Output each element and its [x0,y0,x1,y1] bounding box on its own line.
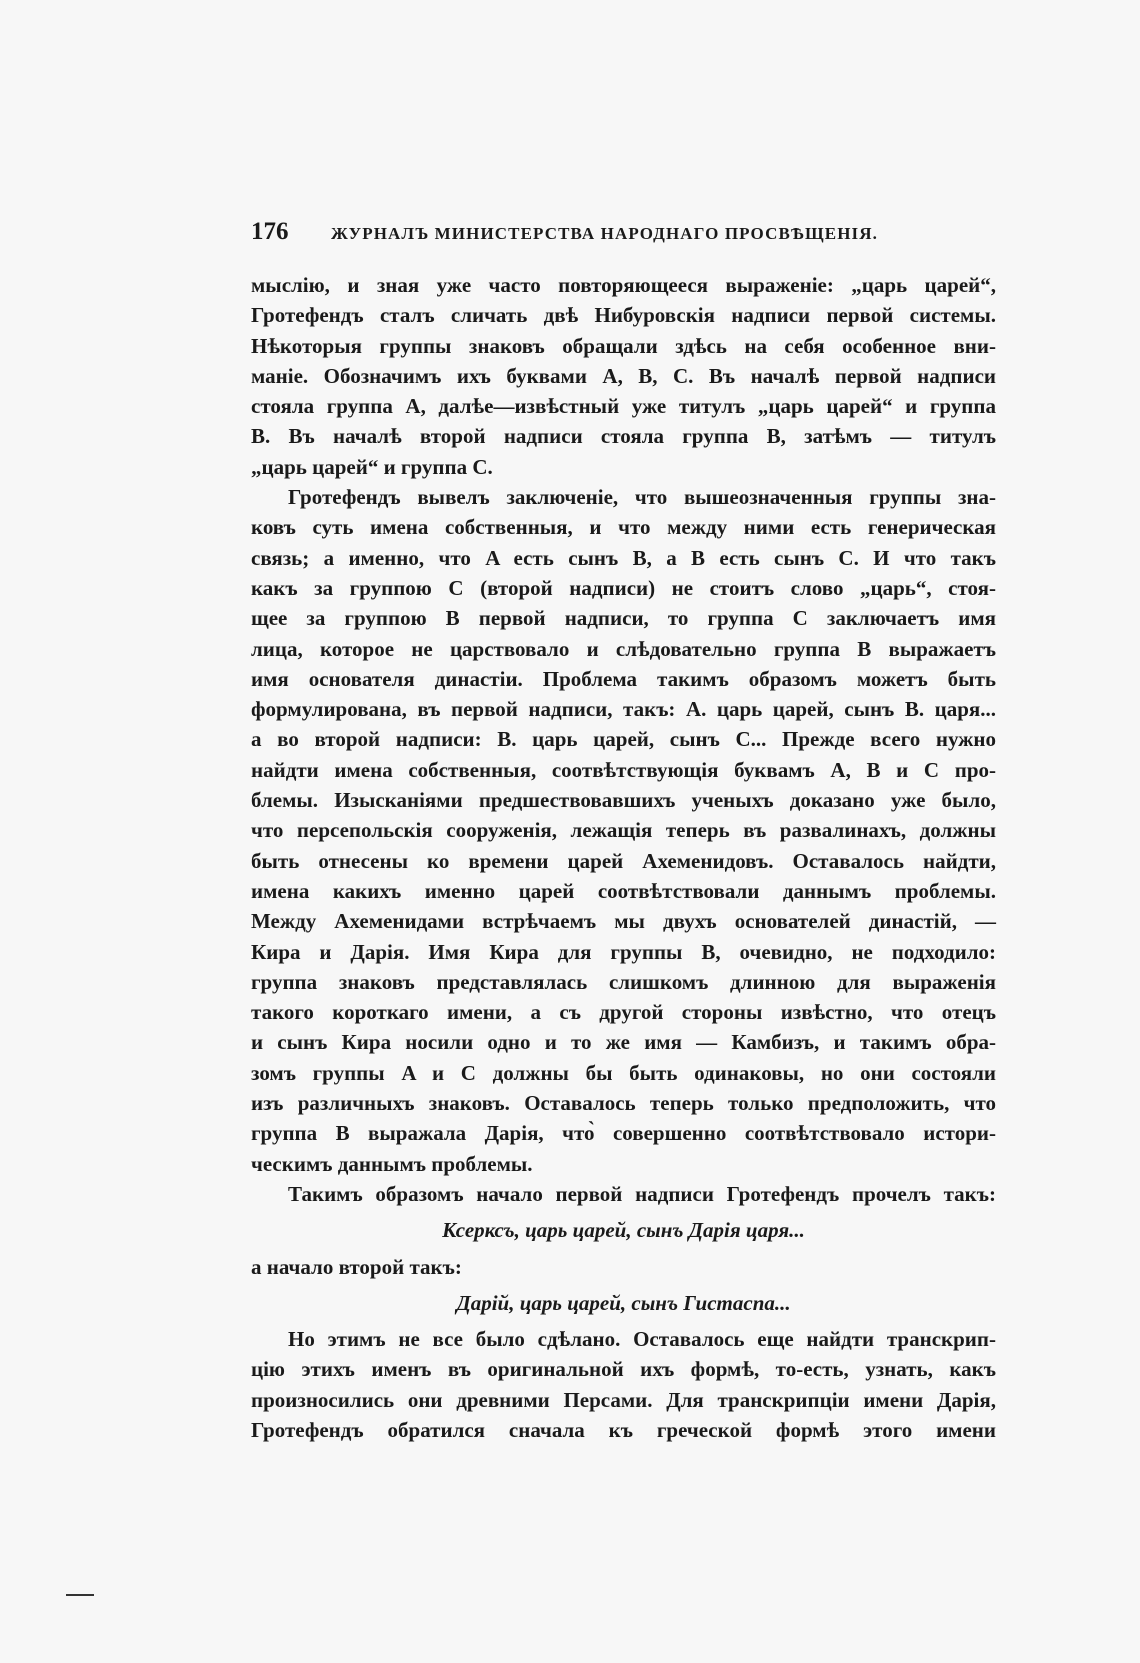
text-line: ческимъ даннымъ проблемы. [251,1151,533,1176]
text-line: Гротефендъ вывелъ заключеніе, что вышеозначенныя группы зна- [288,485,996,510]
text-line: что персепольскія сооруженія, лежащія теперь въ развалинахъ, должны [251,818,996,843]
text-line: Такимъ образомъ начало первой надписи Гротефендъ прочелъ такъ: [288,1181,996,1206]
text-line: имя основателя династіи. Проблема такимъ образомъ можетъ быть [251,666,996,691]
text-line: а начало второй такъ: [251,1254,462,1279]
text-line: такого короткаго имени, а съ другой стороны извѣстно, что отецъ [251,1000,996,1025]
text-line: какъ за группою C (второй надписи) не стоитъ слово „царь“, стоя- [251,575,996,600]
text-line: а во второй надписи: B. царь царей, сынъ C... Прежде всего нужно [251,727,996,752]
body-text [251,270,996,1445]
text-line: изъ различныхъ знаковъ. Оставалось теперь только предположить, что [251,1091,996,1116]
page-header [251,218,996,246]
paragraph-4 [251,1324,996,1445]
text-line: зомъ группы A и C должны бы быть одинаковы, но они состояли [251,1060,996,1085]
text-line: Гротефендъ обратился сначала къ греческой формѣ этого имени [251,1417,996,1442]
paragraph-1 [251,270,996,482]
text-line: группа B выражала Дарія, что̀ совершенно соотвѣтствовало истори- [251,1121,996,1146]
text-line: маніе. Обозначимъ ихъ буквами A, B, C. Въ началѣ первой надписи [251,363,996,388]
text-line: B. Въ началѣ второй надписи стояла группа B, затѣмъ — титулъ [251,424,996,449]
text-line: блемы. Изысканіями предшествовавшихъ ученыхъ доказано уже было, [251,788,996,813]
text-line: группа знаковъ представлялась слишкомъ длинною для выраженія [251,969,996,994]
text-line: формулирована, въ первой надписи, такъ: A. царь царей, сынъ B. царя... [251,697,996,722]
text-line: „царь царей“ и группа C. [251,454,493,479]
text-line: Кира и Дарія. Имя Кира для группы B, очевидно, не подходило: [251,939,996,964]
paragraph-2 [251,482,996,1179]
text-line: Нѣкоторыя группы знаковъ обращали здѣсь на себя особенное вни- [251,333,996,358]
page-number: 176 [251,218,289,245]
text-line: быть отнесены ко времени царей Ахеменидовъ. Оставалось найдти, [251,848,996,873]
text-line: цію этихъ именъ въ оригинальной ихъ формѣ, то-есть, узнать, какъ [251,1357,996,1382]
text-line: Между Ахеменидами встрѣчаемъ мы двухъ основателей династій, — [251,909,996,934]
text-line: Гротефендъ сталъ сличать двѣ Нибуровскія надписи первой системы. [251,303,996,328]
text-line: Но этимъ не все было сдѣлано. Оставалось еще найдти транскрип- [288,1327,996,1352]
text-line: ковъ суть имена собственныя, и что между ними есть генерическая [251,515,996,540]
quoted-inscription-2: Дарій, царь царей, сынъ Гистаспа... [456,1290,791,1315]
text-line: стояла группа A, далѣе—извѣстный уже титулъ „царь царей“ и группа [251,394,996,419]
running-head: ЖУРНАЛЪ МИНИСТЕРСТВА НАРОДНАГО ПРОСВѢЩЕНІЯ. [331,224,878,243]
quoted-inscription-1: Ксерксъ, царь царей, сынъ Дарія царя... [442,1218,805,1243]
text-line: связь; а именно, что A есть сынъ B, а B есть сынъ C. И что такъ [251,545,996,570]
text-line: и сынъ Кира носили одно и то же имя — Камбизъ, и такимъ обра- [251,1030,996,1055]
text-line: произносились они древними Персами. Для транскрипціи имени Дарія, [251,1387,996,1412]
text-line: щее за группою B первой надписи, то группа C заключаетъ имя [251,606,996,631]
text-line: имена какихъ именно царей соотвѣтствовали даннымъ проблемы. [251,878,996,903]
margin-mark [66,1594,94,1596]
text-line: найдти имена собственныя, соотвѣтствующія буквамъ A, B и C про- [251,757,996,782]
text-line: мыслію, и зная уже часто повторяющееся выраженіе: „царь царей“, [251,273,996,297]
text-line: лица, которое не царствовало и слѣдовательно группа B выражаетъ [251,636,996,661]
paragraph-3 [251,1179,996,1318]
